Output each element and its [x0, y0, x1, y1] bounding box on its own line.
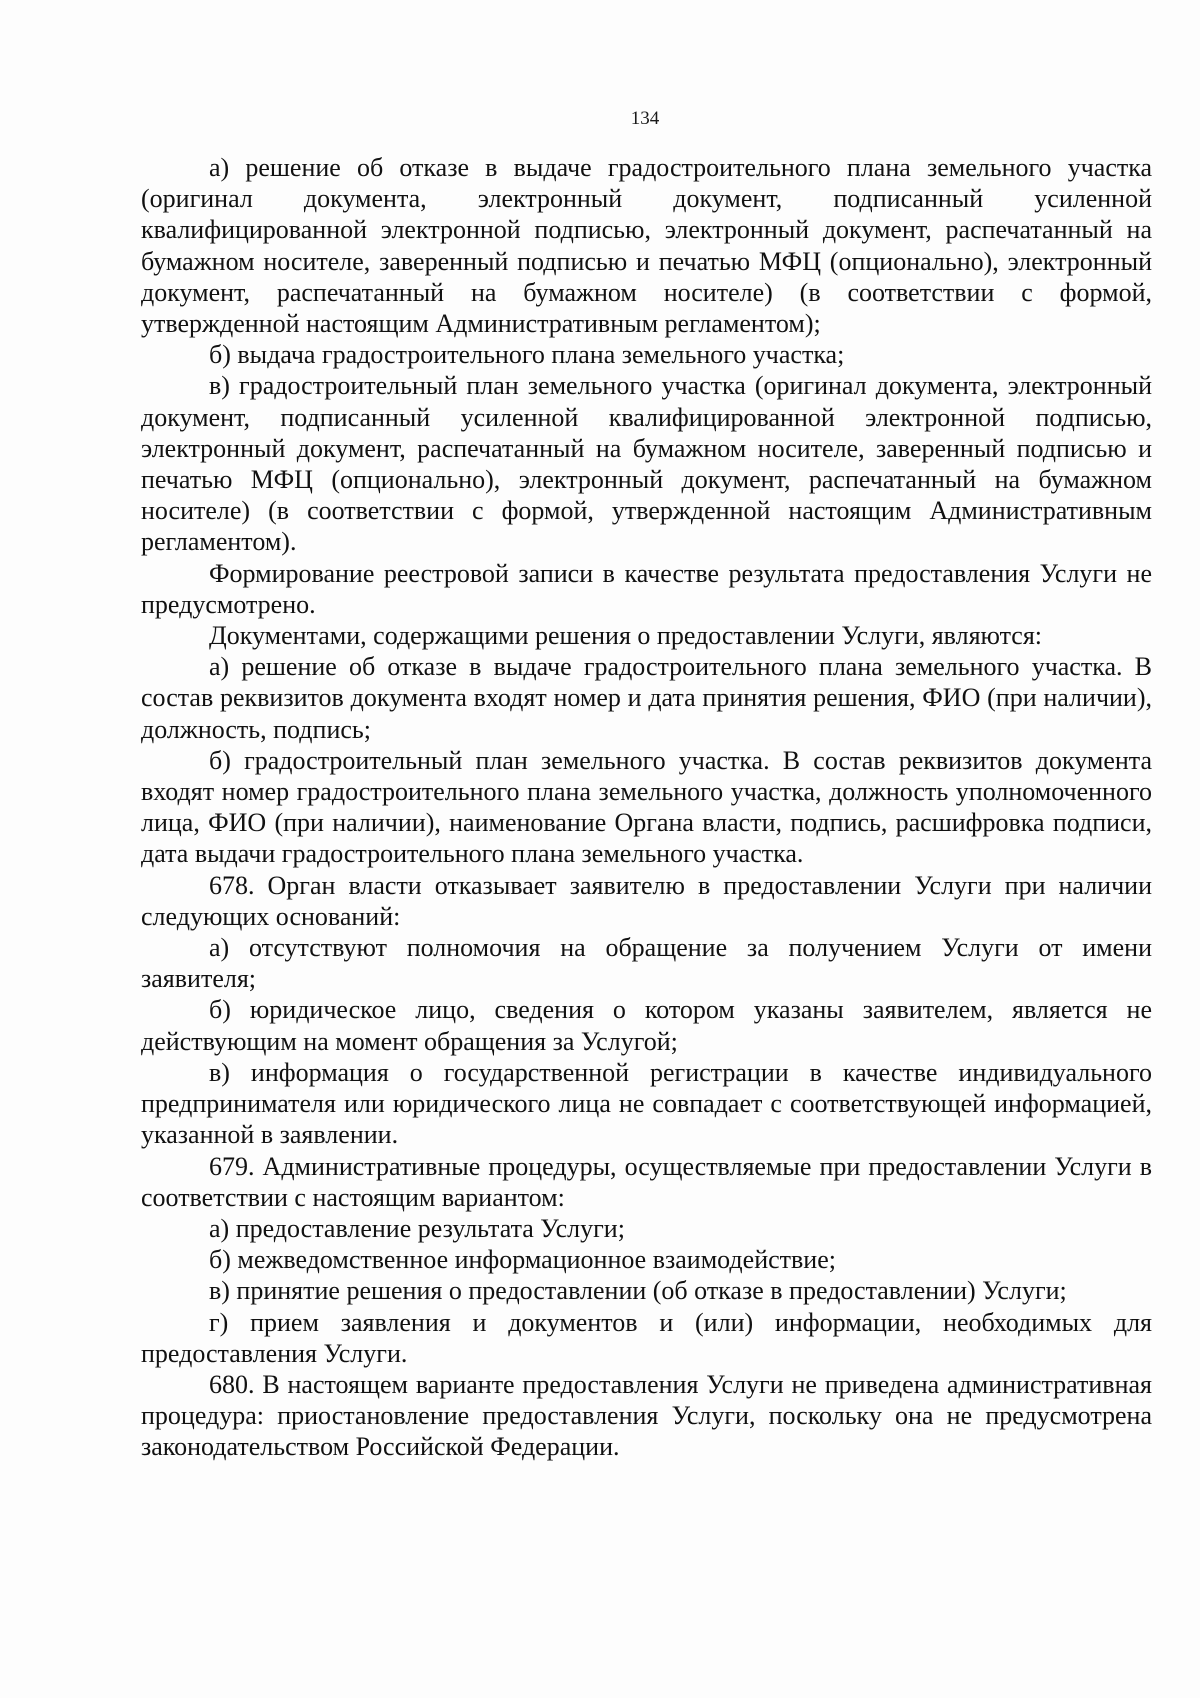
paragraph: а) решение об отказе в выдаче градостроительного плана земельного участка. В состав реквизитов документа входят номер и дата принятия решения, ФИО (при наличии), должность, подпись; — [141, 652, 1152, 744]
paragraph: а) решение об отказе в выдаче градостроительного плана земельного участка (оригинал документа, электронный документ, подписанный усиленной квалифицированной электронной подписью, электронный документ, распечатанный на бумажном носителе, заверенный подписью и печатью МФЦ (опционально), электронный документ, распечатанный на бумажном носителе) (в соответствии с формой, утвержденной настоящим Административным регламентом); — [141, 153, 1152, 339]
paragraph: 679. Административные процедуры, осуществляемые при предоставлении Услуги в соответствии с настоящим вариантом: — [141, 1151, 1152, 1212]
paragraph: б) юридическое лицо, сведения о котором указаны заявителем, является не действующим на момент обращения за Услугой; — [141, 995, 1152, 1056]
paragraph: 680. В настоящем варианте предоставления Услуги не приведена административная процедура: приостановление предоставления Услуги, поскольку она не предусмотрена законодательством Российской Федерации. — [141, 1369, 1152, 1462]
page-number: 134 — [630, 108, 660, 129]
paragraph: 678. Орган власти отказывает заявителю в предоставлении Услуги при наличии следующих оснований: — [141, 870, 1152, 931]
paragraph: в) принятие решения о предоставлении (об отказе в предоставлении) Услуги; — [209, 1276, 1067, 1306]
paragraph: Формирование реестровой записи в качестве результата предоставления Услуги не предусмотрено. — [141, 558, 1152, 619]
paragraph: б) выдача градостроительного плана земельного участка; — [209, 340, 845, 370]
paragraph: Документами, содержащими решения о предоставлении Услуги, являются: — [209, 621, 1043, 651]
paragraph: б) градостроительный план земельного участка. В состав реквизитов документа входят номер градостроительного плана земельного участка, должность уполномоченного лица, ФИО (при наличии), наименование Органа власти, подпись, расшифровка подписи, дата выдачи градостроительного плана земельного участка. — [141, 745, 1152, 869]
document-body — [141, 152, 1152, 1463]
paragraph: а) отсутствуют полномочия на обращение за получением Услуги от имени заявителя; — [141, 933, 1152, 994]
paragraph: в) градостроительный план земельного участка (оригинал документа, электронный документ, подписанный усиленной квалифицированной электронной подписью, электронный документ, распечатанный на бумажном носителе, заверенный подписью и печатью МФЦ (опционально), электронный документ, распечатанный на бумажном носителе) (в соответствии с формой, утвержденной настоящим Административным регламентом). — [141, 371, 1152, 557]
paragraph: а) предоставление результата Услуги; — [209, 1213, 625, 1243]
paragraph: в) информация о государственной регистрации в качестве индивидуального предпринимателя или юридического лица не совпадает с соответствующей информацией, указанной в заявлении. — [141, 1057, 1152, 1150]
paragraph: г) прием заявления и документов и (или) информации, необходимых для предоставления Услуги. — [141, 1307, 1152, 1368]
paragraph: б) межведомственное информационное взаимодействие; — [209, 1245, 836, 1275]
